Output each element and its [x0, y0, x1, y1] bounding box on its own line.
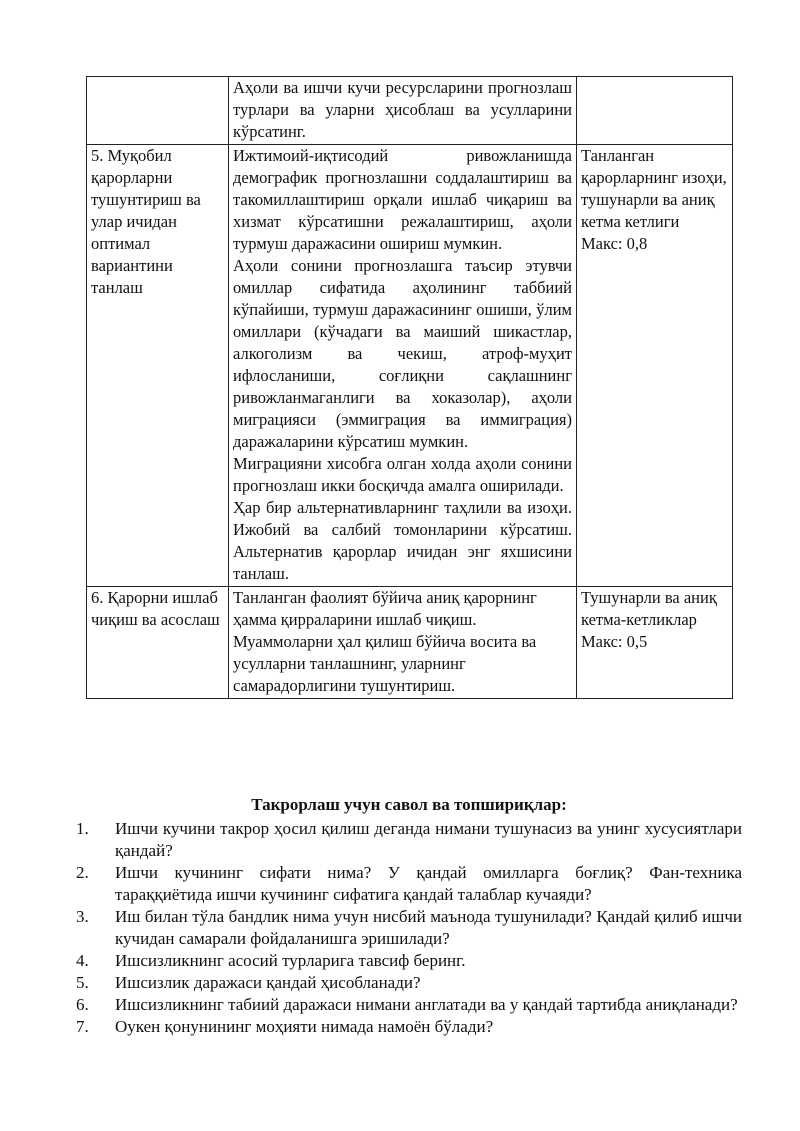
questions-list [72, 818, 742, 1038]
description-cell [229, 77, 577, 145]
item-text: Ишсизликнинг табиий даражаси нимани англатади ва у қандай тартибда аниқланади? [115, 995, 738, 1014]
criterion-cell: 6. Қарорни ишлаб чиқиш ва асослаш [87, 587, 229, 699]
item-number: 4. [76, 951, 89, 970]
table-row [87, 587, 733, 699]
list-item [72, 862, 742, 906]
list-item [72, 994, 742, 1016]
evaluation-cell [577, 77, 733, 145]
description-paragraph: Муаммоларни ҳал қилиш бўйича восита ва усулларни танлашнинг, уларнинг самарадорлигини тушунтириш. [233, 632, 537, 695]
description-paragraph: Танланган фаолият бўйича аниқ қарорнинг ҳамма қирраларини ишлаб чиқиш. [233, 588, 537, 629]
description-paragraph: Ижтимоий-иқтисодий ривожланишда демографик прогнозлашни соддалаштириш ва такомиллаштириш орқали ишлаб чиқариш ва хизмат кўрсатишни режалаштириш, аҳоли турмуш даражасини ошириш мумкин. [233, 146, 572, 253]
list-item [72, 1016, 742, 1038]
item-number: 2. [76, 863, 89, 882]
item-text: Ишчи кучини такрор ҳосил қилиш деганда нимани тушунасиз ва унинг хусусиятлари қандай? [115, 819, 742, 860]
assessment-table [86, 76, 733, 699]
evaluation-cell: Тушунарли ва аниқ кетма-кетликлар Макс: 0,5 [577, 587, 733, 699]
list-item [72, 906, 742, 950]
list-item [72, 818, 742, 862]
item-number: 7. [76, 1017, 89, 1036]
list-item [72, 950, 742, 972]
item-text: Ишчи кучининг сифати нима? У қандай омилларга боғлиқ? Фан-техника тараққиётида ишчи кучининг сифатига қандай талаблар кучаяди? [115, 863, 742, 904]
description-paragraph: Аҳоли ва ишчи кучи ресурсларини прогнозлаш турлари ва уларни ҳисоблаш ва усулларини кўрсатинг. [233, 78, 572, 141]
description-paragraph: Аҳоли сонини прогнозлашга таъсир этувчи омиллар сифатида аҳолининг таббиий кўпайиши, турмуш даражасининг ошиши, ўлим омиллари (кўчадаги ва маиший шикастлар, алкоголизм ва чекиш, атроф-муҳит ифлосланиши, соғлиқни сақлашнинг ривожланмаганлиги ва хоказолар), аҳоли миграцияси (эммиграция ва иммиграция) даражаларини кўрсатиш мумкин. [233, 256, 572, 451]
item-text: Оукен қонунининг моҳияти нимада намоён бўлади? [115, 1017, 494, 1036]
table-row [87, 145, 733, 587]
item-text: Иш билан тўла бандлик нима учун нисбий маънода тушунилади? Қандай қилиб ишчи кучидан самарали фойдаланишга эришилади? [115, 907, 742, 948]
item-number: 5. [76, 973, 89, 992]
item-number: 6. [76, 995, 89, 1014]
item-text: Ишсизликнинг асосий турларига тавсиф беринг. [115, 951, 466, 970]
list-item [72, 972, 742, 994]
item-number: 1. [76, 819, 89, 838]
questions-heading: Такрорлаш учун савол ва топшириқлар: [251, 795, 567, 814]
item-text: Ишсизлик даражаси қандай ҳисобланади? [115, 973, 421, 992]
criterion-cell [87, 77, 229, 145]
description-paragraph: Ҳар бир альтернативларнинг таҳлили ва изоҳи. Ижобий ва салбий томонларини кўрсатиш. Альтернатив қарорлар ичидан энг яхшисини танлаш. [233, 498, 572, 583]
item-number: 3. [76, 907, 89, 926]
table-row [87, 77, 733, 145]
description-cell [229, 145, 577, 587]
description-paragraph: Миграцияни хисобга олган холда аҳоли сонини прогнозлаш икки босқичда амалга оширилади. [233, 454, 572, 495]
description-cell [229, 587, 577, 699]
evaluation-cell: Танланган қарорларнинг изоҳи, тушунарли ва аниқ кетма кетлиги Макс: 0,8 [577, 145, 733, 587]
criterion-cell: 5. Муқобил қарорларни тушунтириш ва улар ичидан оптимал вариантини танлаш [87, 145, 229, 587]
